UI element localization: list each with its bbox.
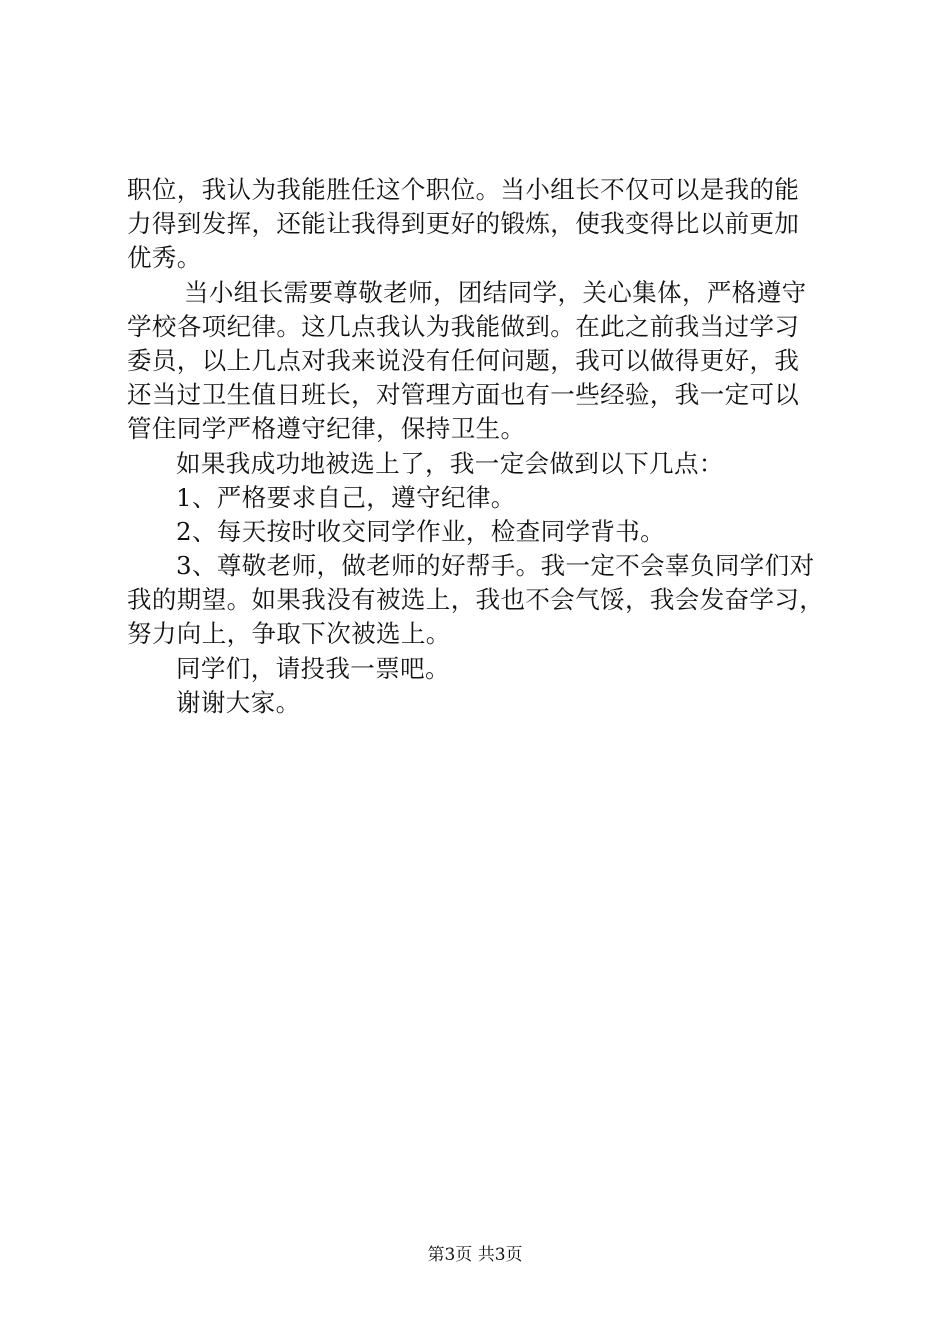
paragraph-line: 谢谢大家。 (176, 687, 301, 717)
paragraph-line: 学校各项纪律。这几点我认为我能做到。在此之前我当过学习 (127, 311, 800, 341)
paragraph-line: 我的期望。如果我没有被选上，我也不会气馁，我会发奋学习， (127, 585, 825, 615)
paragraph-line: 还当过卫生值日班长，对管理方面也有一些经验，我一定可以 (127, 380, 800, 410)
paragraph-line: 委员，以上几点对我来说没有任何问题，我可以做得更好，我 (127, 345, 800, 375)
paragraph-line: 力得到发挥，还能让我得到更好的锻炼，使我变得比以前更加 (127, 209, 800, 239)
list-item: 3、尊敬老师，做老师的好帮手。我一定不会辜负同学们对 (176, 551, 815, 581)
page-number-footer: 第3页 共3页 (427, 1245, 523, 1265)
paragraph-line: 优秀。 (127, 243, 202, 273)
paragraph-line: 管住同学严格遵守纪律，保持卫生。 (127, 414, 526, 444)
paragraph-line: 同学们，请投我一票吧。 (176, 653, 450, 683)
list-item: 2、每天按时收交同学作业，检查同学背书。 (176, 516, 666, 546)
paragraph-line: 职位，我认为我能胜任这个职位。当小组长不仅可以是我的能 (127, 175, 800, 204)
list-item: 1、严格要求自己，遵守纪律。 (176, 482, 516, 512)
document-body (127, 173, 827, 720)
paragraph-line: 当小组长需要尊敬老师，团结同学，关心集体，严格遵守 (184, 277, 807, 307)
paragraph-line: 努力向上，争取下次被选上。 (127, 619, 451, 649)
paragraph-line: 如果我成功地被选上了，我一定会做到以下几点： (176, 448, 724, 478)
